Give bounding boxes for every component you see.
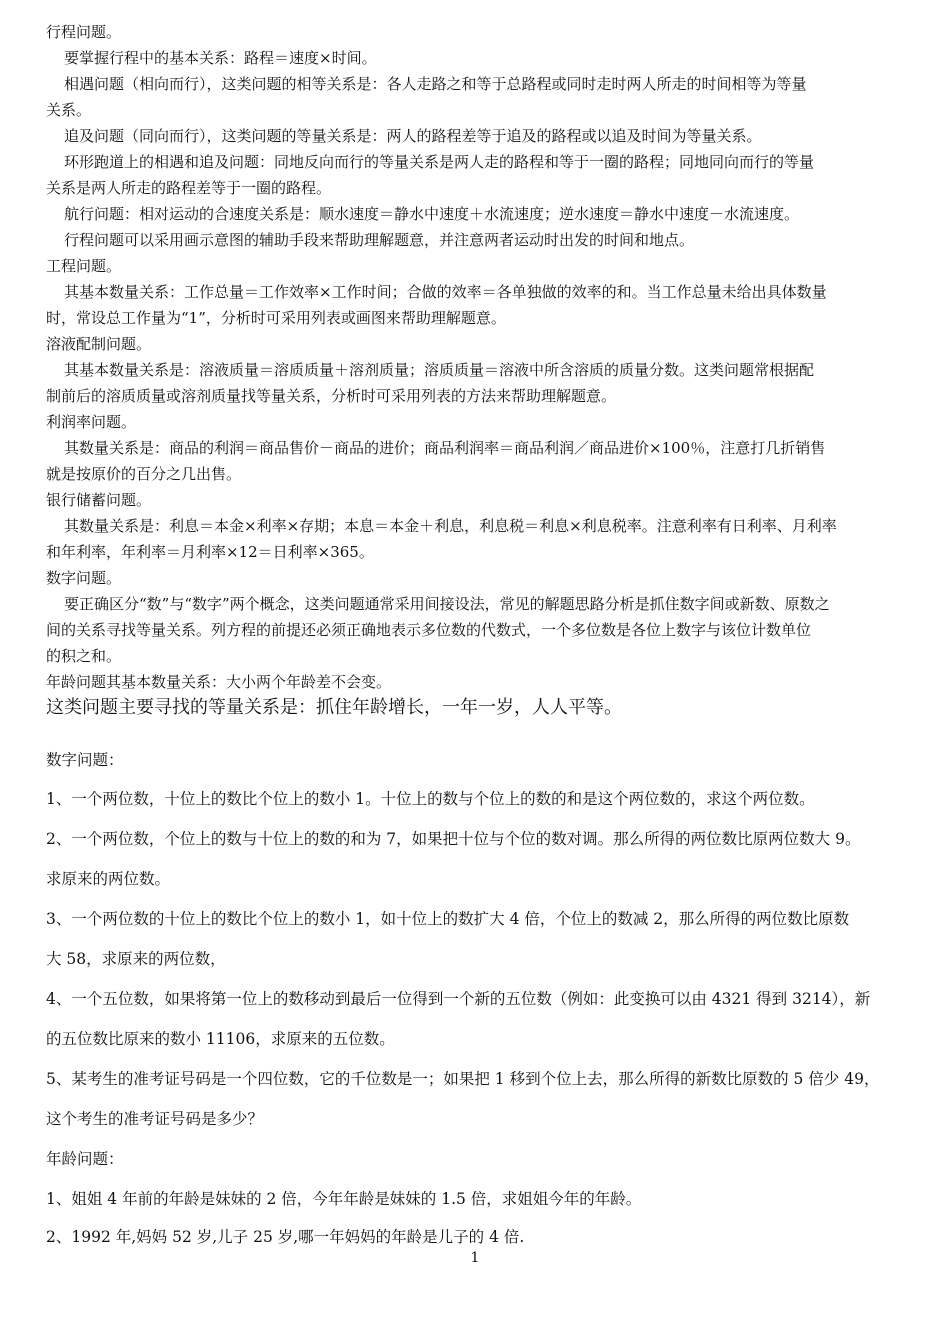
paragraph-line: 要掌握行程中的基本关系：路程＝速度×时间。 xyxy=(64,49,377,67)
paragraph-line: 其基本数量关系：工作总量＝工作效率×工作时间；合做的效率＝各单独做的效率的和。当工作总量未给出具体数量 xyxy=(64,283,827,301)
paragraph-line: 和年利率，年利率＝月利率×12＝日利率×365。 xyxy=(46,543,374,561)
heading-digit: 数字问题。 xyxy=(46,569,122,587)
heading-solution: 溶液配制问题。 xyxy=(46,335,152,353)
paragraph-line: 其基本数量关系是：溶液质量＝溶质质量＋溶剂质量；溶质质量＝溶液中所含溶质的质量分数。这类问题常根据配 xyxy=(64,361,815,379)
paragraph-line: 其数量关系是：商品的利润＝商品售价－商品的进价；商品利润率＝商品利润／商品进价×100％，注意打几折销售 xyxy=(64,439,826,457)
question-line: 1、一个两位数，十位上的数比个位上的数小 1。十位上的数与个位上的数的和是这个两位数的，求这个两位数。 xyxy=(46,790,815,808)
paragraph-line: 的积之和。 xyxy=(46,647,122,665)
paragraph-line: 制前后的溶质质量或溶剂质量找等量关系，分析时可采用列表的方法来帮助理解题意。 xyxy=(46,387,617,405)
paragraph-line: 要正确区分“数”与“数字”两个概念，这类问题通常采用间接设法，常见的解题思路分析是抓住数字间或新数、原数之 xyxy=(64,595,830,613)
paragraph-line: 其数量关系是：利息＝本金×利率×存期；本息＝本金＋利息，利息税＝利息×利息税率。注意利率有日利率、月利率 xyxy=(64,517,837,535)
heading-profit: 利润率问题。 xyxy=(46,413,137,431)
paragraph-line: 行程问题可以采用画示意图的辅助手段来帮助理解题意，并注意两者运动时出发的时间和地点。 xyxy=(64,231,695,249)
paragraph-line: 就是按原价的百分之几出售。 xyxy=(46,465,242,483)
paragraph-line: 环形跑道上的相遇和追及问题：同地反向而行的等量关系是两人走的路程和等于一圈的路程；同地同向而行的等量 xyxy=(64,153,815,171)
paragraph-line: 关系是两人所走的路程差等于一圈的路程。 xyxy=(46,179,332,197)
question-line: 2、一个两位数，个位上的数与十位上的数的和为 7，如果把十位与个位的数对调。那么所得的两位数比原两位数大 9。 xyxy=(46,830,861,848)
paragraph-line-large: 这类问题主要寻找的等量关系是：抓住年龄增长，一年一岁，人人平等。 xyxy=(46,697,622,718)
question-line: 这个考生的准考证号码是多少？ xyxy=(46,1110,264,1128)
section-title-age: 年龄问题： xyxy=(46,1150,124,1168)
section-title-digit: 数字问题： xyxy=(46,751,124,769)
paragraph-line: 相遇问题（相向而行），这类问题的相等关系是：各人走路之和等于总路程或同时走时两人所走的时间相等为等量 xyxy=(64,75,807,93)
question-line: 1、姐姐 4 年前的年龄是妹妹的 2 倍，今年年龄是妹妹的 1.5 倍，求姐姐今年的年龄。 xyxy=(46,1190,642,1208)
question-line: 大 58，求原来的两位数， xyxy=(46,950,226,968)
heading-savings: 银行储蓄问题。 xyxy=(46,491,152,509)
paragraph-line: 追及问题（同向而行），这类问题的等量关系是：两人的路程差等于追及的路程或以追及时间为等量关系。 xyxy=(64,127,762,145)
question-line: 2、1992 年,妈妈 52 岁,儿子 25 岁,哪一年妈妈的年龄是儿子的 4 倍. xyxy=(46,1228,525,1246)
page-number: 1 xyxy=(470,1250,480,1266)
heading-engineering: 工程问题。 xyxy=(46,257,122,275)
paragraph-line: 航行问题：相对运动的合速度关系是：顺水速度＝静水中速度＋水流速度；逆水速度＝静水中速度－水流速度。 xyxy=(64,205,800,223)
question-line: 3、一个两位数的十位上的数比个位上的数小 1，如十位上的数扩大 4 倍，个位上的数减 2，那么所得的两位数比原数 xyxy=(46,910,850,928)
paragraph-line: 关系。 xyxy=(46,101,92,119)
question-line: 4、一个五位数，如果将第一位上的数移动到最后一位得到一个新的五位数（例如：此变换可以由 4321 得到 3214），新 xyxy=(46,990,871,1008)
paragraph-line: 时，常设总工作量为“1”，分析时可采用列表或画图来帮助理解题意。 xyxy=(46,309,506,327)
question-line: 的五位数比原来的数小 11106，求原来的五位数。 xyxy=(46,1030,395,1048)
paragraph-line: 间的关系寻找等量关系。列方程的前提还必须正确地表示多位数的代数式，一个多位数是各位上数字与该位计数单位 xyxy=(46,621,812,639)
heading-travel: 行程问题。 xyxy=(46,23,122,41)
question-line: 求原来的两位数。 xyxy=(46,870,171,888)
heading-age: 年龄问题其基本数量关系：大小两个年龄差不会变。 xyxy=(46,673,392,691)
question-line: 5、某考生的准考证号码是一个四位数，它的千位数是一；如果把 1 移到个位上去，那么所得的新数比原数的 5 倍少 49， xyxy=(46,1070,880,1088)
